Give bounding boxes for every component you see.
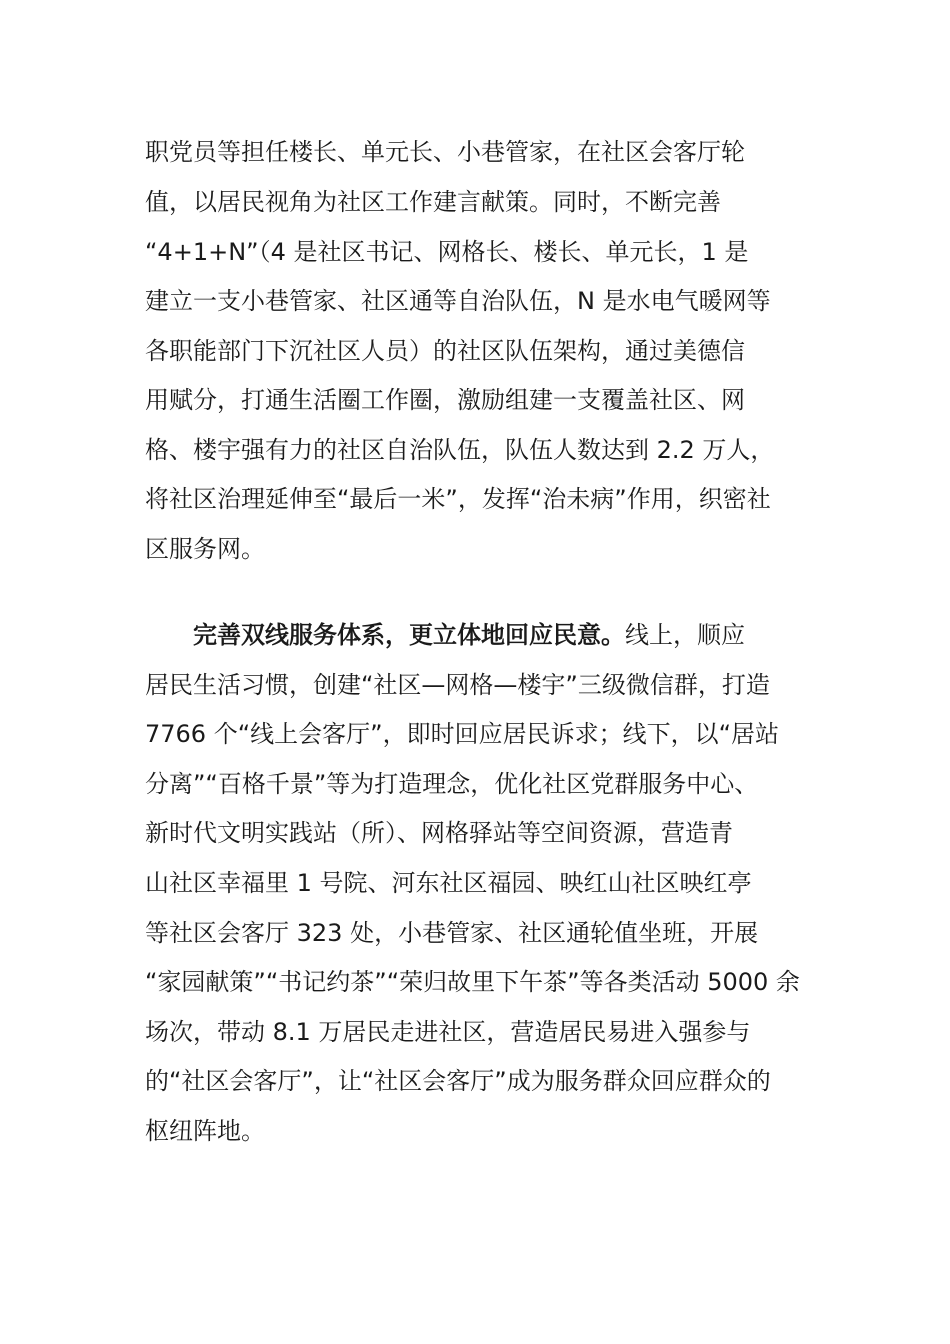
paragraph-line: “4+1+N”（4 是社区书记、网格长、楼长、单元长，1 是 [145, 238, 749, 266]
paragraph-line: 值，以居民视角为社区工作建言献策。同时，不断完善 [145, 188, 721, 216]
paragraph-line: 7766 个“线上会客厅”，即时回应居民诉求；线下，以“居站 [145, 720, 780, 748]
paragraph-first-line [193, 619, 745, 651]
paragraph-line: 山社区幸福里 1 号院、河东社区福园、映红山社区映红亭 [145, 869, 752, 897]
paragraph-line: 职党员等担任楼长、单元长、小巷管家，在社区会客厅轮 [145, 138, 745, 166]
paragraph-line: 场次，带动 8.1 万居民走进社区，营造居民易进入强参与 [145, 1018, 751, 1046]
paragraph-line: 的“社区会客厅”，让“社区会客厅”成为服务群众回应群众的 [145, 1067, 771, 1095]
paragraph-line: 各职能部门下沉社区人员）的社区队伍架构，通过美德信 [145, 337, 745, 365]
paragraph-line: 用赋分，打通生活圈工作圈，激励组建一支覆盖社区、网 [145, 386, 745, 414]
paragraph-line: “家园献策”“书记约茶”“荣归故里下午茶”等各类活动 5000 余 [145, 968, 800, 996]
paragraph-line: 等社区会客厅 323 处，小巷管家、社区通轮值坐班，开展 [145, 919, 759, 947]
paragraph-line: 枢纽阵地。 [145, 1117, 265, 1145]
paragraph-text: 线上，顺应 [625, 621, 745, 649]
paragraph-line: 区服务网。 [145, 535, 265, 563]
paragraph-line: 格、楼宇强有力的社区自治队伍，队伍人数达到 2.2 万人， [145, 436, 775, 464]
paragraph-heading: 完善双线服务体系，更立体地回应民意。 [193, 621, 625, 649]
paragraph-line: 新时代文明实践站（所）、网格驿站等空间资源，营造青 [145, 819, 733, 847]
paragraph-line: 建立一支小巷管家、社区通等自治队伍，N 是水电气暖网等 [145, 287, 771, 315]
paragraph-line: 分离”“百格千景”等为打造理念，优化社区党群服务中心、 [145, 770, 759, 798]
paragraph-line: 将社区治理延伸至“最后一米”，发挥“治未病”作用，织密社 [145, 485, 771, 513]
paragraph-line: 居民生活习惯，创建“社区—网格—楼宇”三级微信群，打造 [145, 671, 770, 699]
